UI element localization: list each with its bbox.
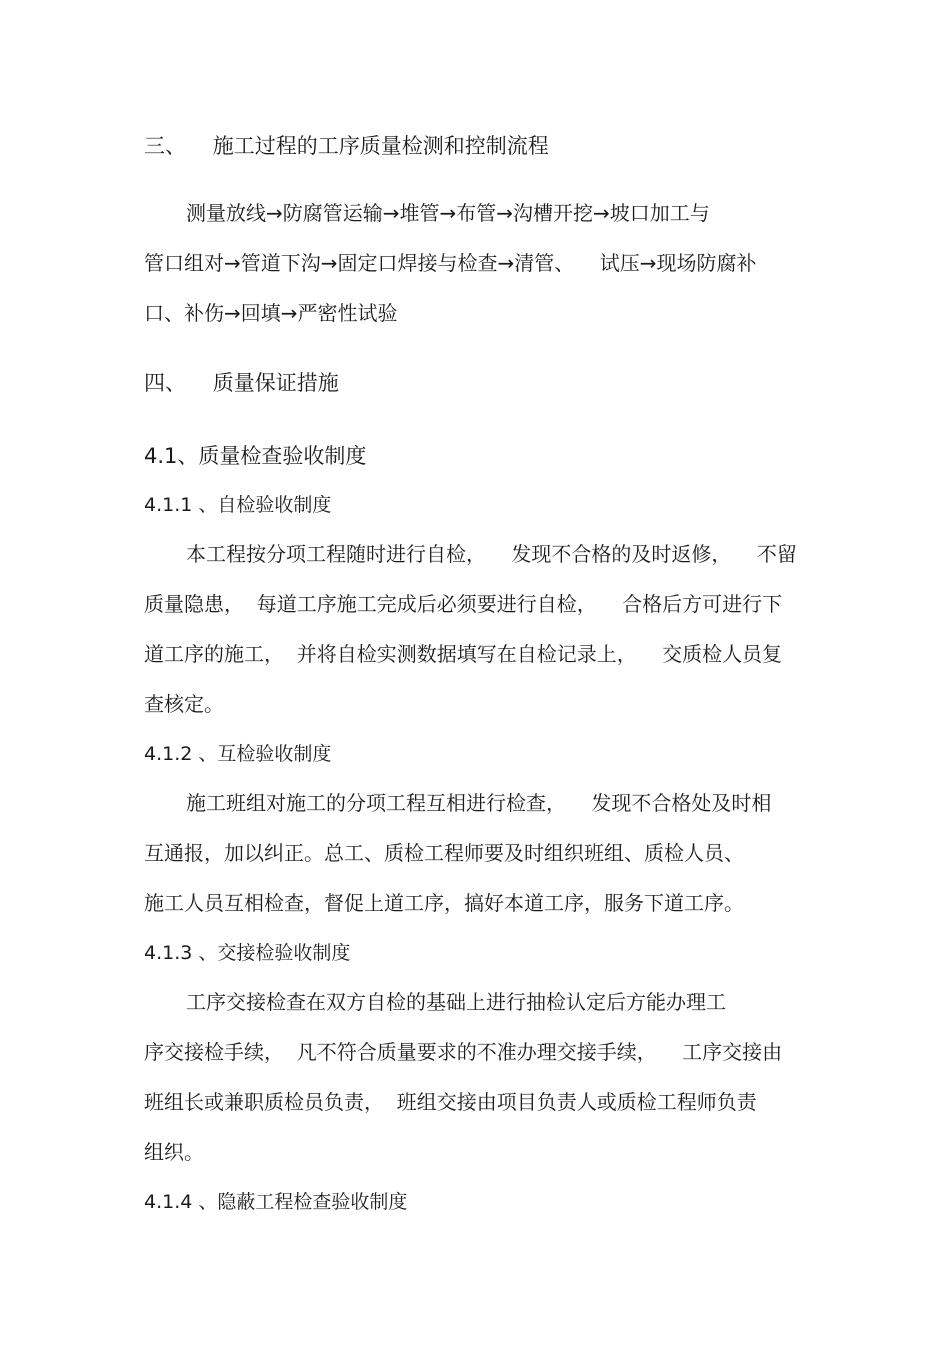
- subsection-4-1-3-title: 4.1.3 、交接检验收制度: [144, 942, 351, 964]
- section-4-title: 四、 质量保证措施: [144, 371, 339, 395]
- paragraph-line: 质量隐患， 每道工序施工完成后必须要进行自检， 合格后方可进行下: [144, 592, 783, 616]
- subsection-4-1-4-title: 4.1.4 、隐蔽工程检查验收制度: [144, 1191, 408, 1213]
- paragraph-line: 口、补伤→回填→严密性试验: [144, 301, 398, 325]
- paragraph-line: 工序交接检查在双方自检的基础上进行抽检认定后方能办理工: [186, 990, 726, 1014]
- paragraph-line: 测量放线→防腐管运输→堆管→布管→沟槽开挖→坡口加工与: [186, 201, 710, 225]
- paragraph-line: 道工序的施工， 并将自检实测数据填写在自检记录上， 交质检人员复: [144, 642, 783, 666]
- paragraph-line: 施工人员互相检查，督促上道工序，搞好本道工序，服务下道工序。: [144, 891, 744, 915]
- paragraph-line: 班组长或兼职质检员负责， 班组交接由项目负责人或质检工程师负责: [144, 1090, 757, 1114]
- paragraph-line: 组织。: [144, 1140, 204, 1164]
- paragraph-line: 互通报，加以纠正。总工、质检工程师要及时组织班组、质检人员、: [144, 841, 744, 865]
- subsection-4-1-1-title: 4.1.1 、自检验收制度: [144, 494, 332, 516]
- paragraph-line: 查核定。: [144, 692, 224, 716]
- subsection-4-1-2-title: 4.1.2 、互检验收制度: [144, 743, 332, 765]
- paragraph-line: 本工程按分项工程随时进行自检， 发现不合格的及时返修， 不留: [186, 542, 797, 566]
- subsection-4-1-title: 4.1、质量检查验收制度: [144, 444, 367, 468]
- paragraph-line: 管口组对→管道下沟→固定口焊接与检查→清管、 试压→现场防腐补: [144, 251, 757, 275]
- paragraph-line: 施工班组对施工的分项工程互相进行检查， 发现不合格处及时相: [186, 791, 772, 815]
- section-3-title: 三、 施工过程的工序质量检测和控制流程: [144, 134, 549, 158]
- paragraph-line: 序交接检手续， 凡不符合质量要求的不准办理交接手续， 工序交接由: [144, 1040, 783, 1064]
